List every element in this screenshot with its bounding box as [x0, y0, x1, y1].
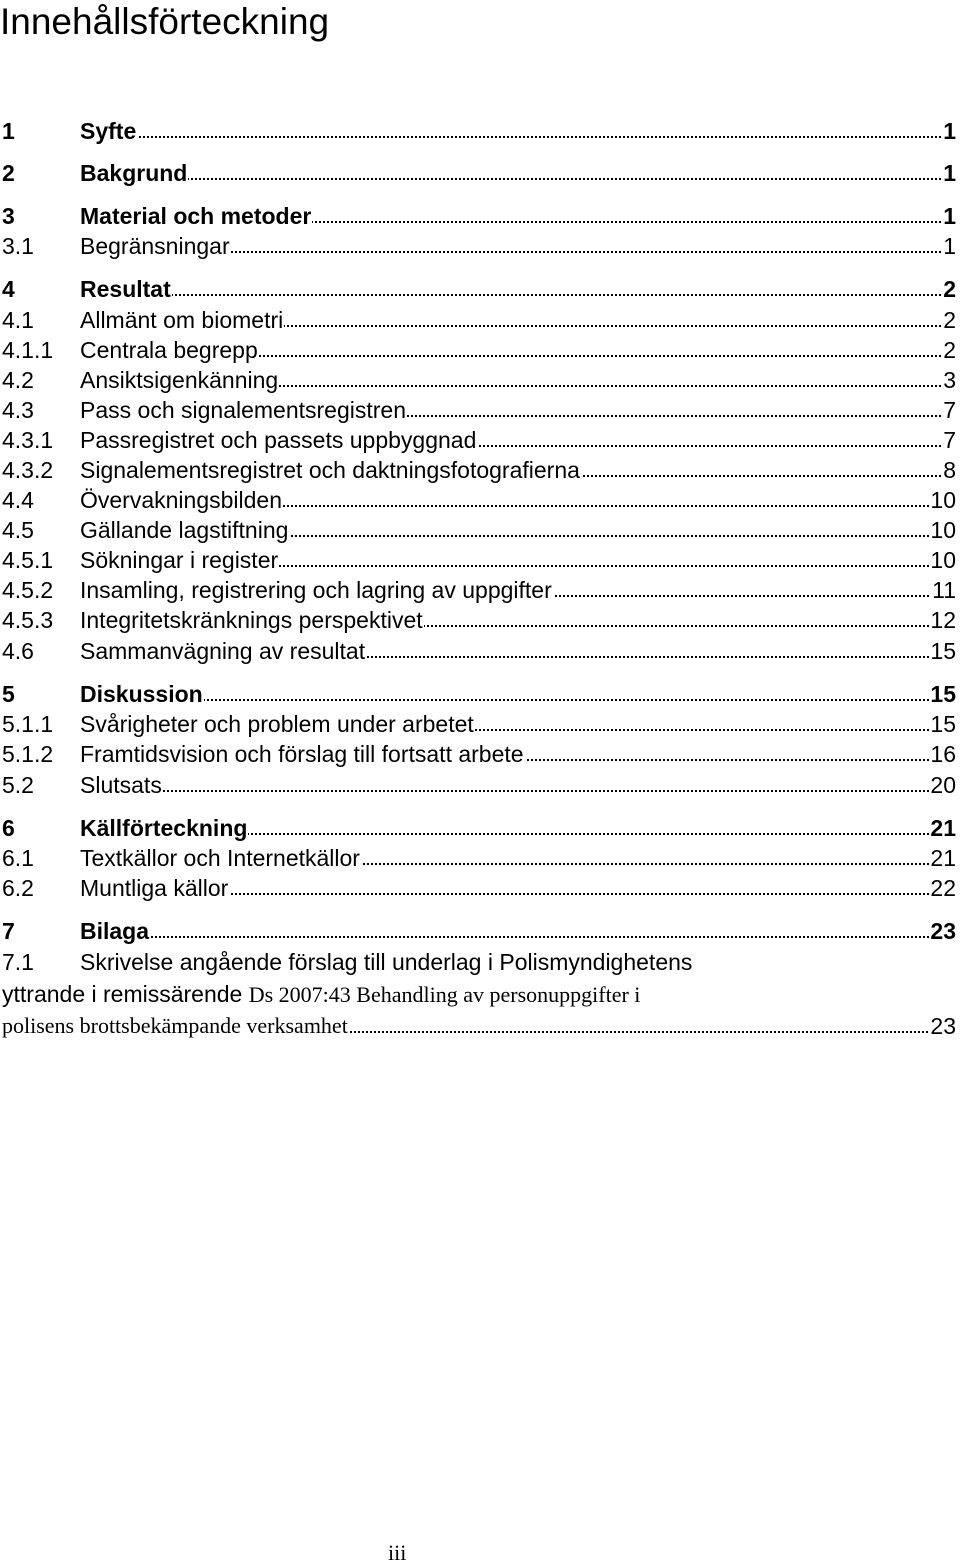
toc-entry-4-3-1[interactable]: [2, 425, 956, 455]
toc-entry-page: 11: [932, 577, 956, 603]
toc-entry-number: 4.1: [2, 307, 34, 333]
toc-entry-page: 3: [943, 367, 956, 393]
toc-entry-page: 21: [930, 845, 956, 871]
toc-entry-page: 20: [930, 772, 956, 798]
toc-entry-page: 1: [943, 160, 956, 186]
toc-entry-title: Syfte: [80, 118, 137, 144]
toc-entry-page: 10: [930, 487, 956, 513]
toc-entry-title: Övervakningsbilden: [80, 487, 283, 513]
toc-entry-4-5-3[interactable]: [2, 605, 956, 635]
toc-entry-7[interactable]: [2, 916, 956, 946]
toc-entry-page: 2: [943, 307, 956, 333]
toc-entry-number: 5.1.1: [2, 711, 54, 737]
toc-entry-page: 10: [930, 517, 956, 543]
toc-entry-number: 4.3.1: [2, 427, 54, 453]
toc-entry-title: Sökningar i register: [80, 547, 279, 573]
toc-entry-title: Resultat: [80, 276, 171, 302]
toc-entry-3[interactable]: [2, 201, 956, 231]
toc-entry-title: Gällande lagstiftning: [80, 517, 289, 543]
toc-entry-number: 3.1: [2, 233, 34, 259]
toc-entry-3-1[interactable]: [2, 231, 956, 261]
toc-entry-title: Material och metoder: [80, 203, 312, 229]
toc-entry-number: 7.1: [2, 949, 34, 975]
toc-entry-title: Bilaga: [80, 918, 150, 944]
toc-entry-title: Passregistret och passets uppbyggnad: [80, 427, 477, 453]
toc-entry-4-3-2[interactable]: [2, 455, 956, 485]
toc-entry-number: 1: [2, 118, 15, 144]
toc-entry-title: Textkällor och Internetkällor: [80, 845, 360, 871]
toc-entry-page: 7: [943, 427, 956, 453]
toc-entry-title: Framtidsvision och förslag till fortsatt arbete: [80, 741, 524, 767]
toc-entry-title: Insamling, registrering och lagring av uppgifter: [80, 577, 552, 603]
toc-entry-title: Diskussion: [80, 681, 203, 707]
toc-entry-page: 2: [943, 276, 956, 302]
toc-entry-title: Signalementsregistret och daktningsfotografierna: [80, 457, 580, 483]
toc-entry-page: 8: [943, 457, 956, 483]
toc-entry-4-1[interactable]: [2, 305, 956, 335]
toc-entry-number: 4.5.2: [2, 577, 54, 603]
toc-entry-title: Ansiktsigenkänning: [80, 367, 279, 393]
toc-entry-number: 3: [2, 203, 15, 229]
dot-leader: [80, 294, 956, 296]
toc-entry-number: 6.1: [2, 845, 34, 871]
dot-leader: [80, 136, 956, 138]
toc-entry-title: Bakgrund: [80, 160, 188, 186]
dot-leader: [80, 790, 956, 792]
toc-entry-5[interactable]: [2, 679, 956, 709]
toc-entry-5-1-2[interactable]: [2, 739, 956, 769]
toc-entry-number: 6: [2, 815, 15, 841]
toc-entry-number: 5: [2, 681, 15, 707]
page-number: iii: [388, 1540, 407, 1565]
toc-entry-page: 7: [943, 397, 956, 423]
page-title: Innehållsförteckning: [0, 1, 330, 42]
toc-entry-6-2[interactable]: [2, 873, 956, 903]
dot-leader: [80, 699, 956, 701]
toc-entry-4-5-2[interactable]: [2, 575, 956, 605]
toc-entry-page: 2: [943, 337, 956, 363]
toc-entry-title: Begränsningar: [80, 233, 230, 259]
toc-entry-title-continued: yttrande i remissärende: [2, 981, 249, 1007]
toc-entry-page: 23: [930, 918, 956, 944]
toc-entry-title-reference: polisens brottsbekämpande verksamhet: [2, 1011, 349, 1041]
toc-entry-line: [2, 1011, 956, 1041]
toc-entry-number: 5.2: [2, 772, 34, 798]
toc-entry-page: 21: [930, 815, 956, 841]
toc-entry-title: Centrala begrepp: [80, 337, 258, 363]
toc-entry-7-1[interactable]: [2, 947, 956, 1041]
toc-entry-title: Pass och signalementsregistren: [80, 397, 406, 423]
toc-entry-4-5[interactable]: [2, 515, 956, 545]
toc-entry-number: 4.6: [2, 638, 34, 664]
toc-entry-4-4[interactable]: [2, 485, 956, 515]
toc-entry-title: Källförteckning: [80, 815, 248, 841]
toc-entry-5-1-1[interactable]: [2, 709, 956, 739]
dot-leader: [80, 178, 956, 180]
toc-entry-title: Integritetskränknings perspektivet: [80, 607, 423, 633]
toc-entry-1[interactable]: [2, 116, 956, 146]
toc-entry-number: 5.1.2: [2, 741, 54, 767]
toc-entry-title: Allmänt om biometri: [80, 307, 284, 333]
toc-entry-page: 15: [930, 681, 956, 707]
toc-entry-number: 7: [2, 918, 15, 944]
toc-entry-4-6[interactable]: [2, 636, 956, 666]
toc-entry-page: 16: [930, 741, 956, 767]
toc-entry-page: 15: [930, 711, 956, 737]
toc-entry-4-1-1[interactable]: [2, 335, 956, 365]
toc-entry-4-3[interactable]: [2, 395, 956, 425]
toc-entry-page: 23: [930, 1013, 956, 1039]
toc-entry-number: 4.4: [2, 487, 34, 513]
toc-entry-number: 4.5.3: [2, 607, 54, 633]
toc-entry-title: Sammanvägning av resultat: [80, 638, 366, 664]
toc-entry-number: 4.5: [2, 517, 34, 543]
toc-entry-page: 1: [943, 233, 956, 259]
toc-entry-line: [2, 979, 640, 1009]
toc-entry-5-2[interactable]: [2, 770, 956, 800]
toc-entry-6[interactable]: [2, 813, 956, 843]
toc-entry-number: 4: [2, 276, 15, 302]
toc-entry-number: 4.3: [2, 397, 34, 423]
toc-entry-number: 4.3.2: [2, 457, 54, 483]
toc-entry-number: 2: [2, 160, 15, 186]
toc-entry-2[interactable]: [2, 158, 956, 188]
toc-entry-4-2[interactable]: [2, 365, 956, 395]
toc-entry-title: Skrivelse angående förslag till underlag i Polismyndighetens: [80, 949, 693, 975]
toc-entry-6-1[interactable]: [2, 843, 956, 873]
toc-entry-title: Svårigheter och problem under arbetet: [80, 711, 474, 737]
toc-entry-page: 15: [930, 638, 956, 664]
toc-entry-number: 4.1.1: [2, 337, 54, 363]
toc-entry-title: Slutsats: [80, 772, 162, 798]
toc-entry-number: 4.5.1: [2, 547, 54, 573]
toc-entry-number: 4.2: [2, 367, 34, 393]
toc-entry-page: 10: [930, 547, 956, 573]
toc-entry-page: 1: [943, 203, 956, 229]
toc-entry-page: 1: [943, 118, 956, 144]
dot-leader: [80, 936, 956, 938]
toc-entry-title: Muntliga källor: [80, 875, 229, 901]
toc-entry-4[interactable]: [2, 274, 956, 304]
toc-entry-4-5-1[interactable]: [2, 545, 956, 575]
toc-entry-page: 22: [930, 875, 956, 901]
toc-entry-number: 6.2: [2, 875, 34, 901]
toc-entry-page: 12: [930, 607, 956, 633]
toc-entry-title-reference: Ds 2007:43 Behandling av personuppgifter i: [248, 982, 641, 1007]
